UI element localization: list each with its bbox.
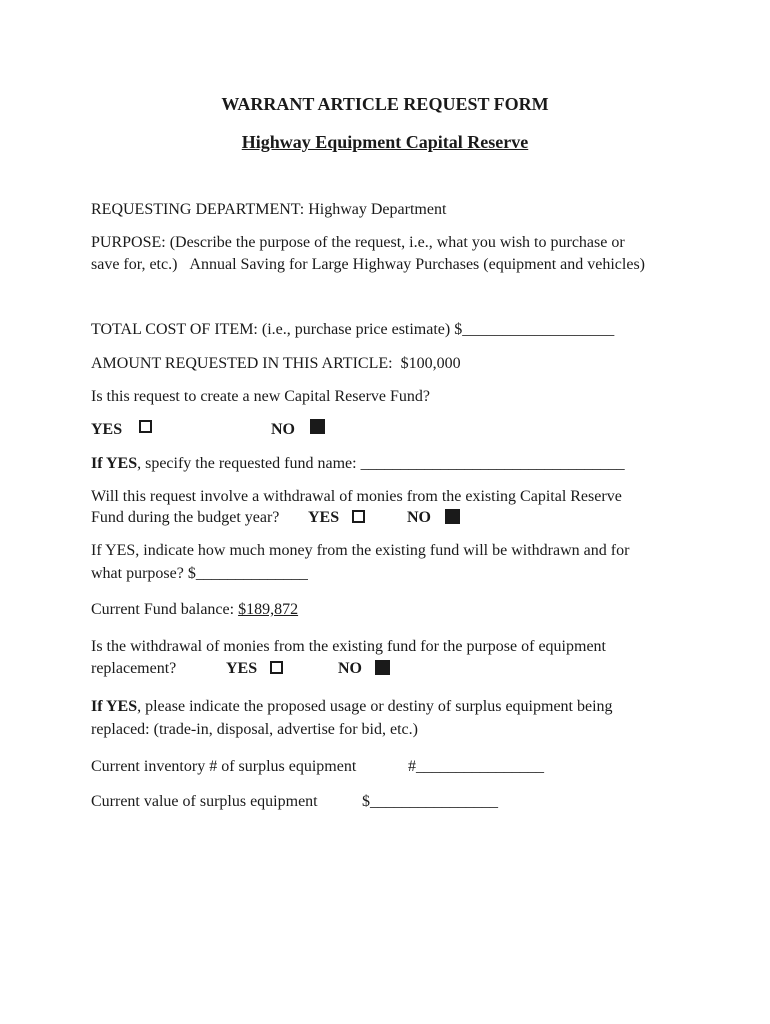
withdraw-amount-field[interactable]: ______________ bbox=[195, 565, 308, 582]
fund-name-line bbox=[91, 454, 625, 474]
withdrawal-yes-checkbox[interactable] bbox=[352, 510, 365, 523]
replacement-yes-checkbox[interactable] bbox=[270, 661, 283, 674]
replacement-line-2: replacement? bbox=[91, 660, 177, 677]
fund-name-field[interactable]: _________________________________ bbox=[360, 455, 625, 472]
amount-label: AMOUNT REQUESTED IN THIS ARTICLE: bbox=[91, 355, 393, 372]
inventory-label: Current inventory # of surplus equipment bbox=[91, 758, 357, 775]
fund-name-text: , specify the requested fund name: bbox=[137, 455, 361, 472]
replacement-line-1: Is the withdrawal of monies from the existing fund for the purpose of equipment bbox=[91, 638, 606, 655]
form-title: WARRANT ARTICLE REQUEST FORM bbox=[221, 94, 549, 114]
department-label: REQUESTING DEPARTMENT: bbox=[91, 201, 305, 218]
fund-balance-value: $189,872 bbox=[238, 601, 299, 618]
surplus-usage-if-yes: If YES bbox=[91, 698, 138, 715]
withdraw-amount-line-2 bbox=[91, 564, 308, 584]
inventory-field[interactable]: ________________ bbox=[416, 758, 544, 775]
purpose-prefix: save for, etc.) bbox=[91, 256, 178, 273]
amount-value: $100,000 bbox=[400, 355, 461, 372]
purpose-value: Annual Saving for Large Highway Purchases (equipment and vehicles) bbox=[189, 256, 645, 273]
surplus-value-field[interactable]: ________________ bbox=[370, 793, 498, 810]
withdrawal-yes-label: YES bbox=[308, 509, 340, 526]
replacement-no-checkbox[interactable] bbox=[375, 660, 390, 675]
department-line bbox=[91, 200, 446, 220]
total-cost-label: TOTAL COST OF ITEM: (i.e., purchase price estimate) $ bbox=[91, 321, 463, 338]
replacement-yes-label: YES bbox=[226, 660, 258, 677]
new-fund-no-checkbox[interactable] bbox=[310, 419, 325, 434]
withdrawal-line-1: Will this request involve a withdrawal of monies from the existing Capital Reserve bbox=[91, 488, 622, 505]
new-fund-no-label: NO bbox=[271, 421, 295, 438]
fund-balance-label: Current Fund balance: bbox=[91, 601, 239, 618]
surplus-value-label: Current value of surplus equipment bbox=[91, 793, 318, 810]
inventory-field-line bbox=[408, 757, 544, 777]
surplus-usage-text: , please indicate the proposed usage or destiny of surplus equipment being bbox=[137, 698, 613, 715]
fund-name-if-yes: If YES bbox=[91, 455, 138, 472]
surplus-usage-line-1 bbox=[91, 697, 613, 717]
withdraw-amount-label: what purpose? $ bbox=[91, 565, 196, 582]
amount-line bbox=[91, 354, 461, 374]
fund-balance-line bbox=[91, 600, 298, 620]
new-fund-yes-label: YES bbox=[91, 421, 123, 438]
purpose-line-2 bbox=[91, 255, 645, 275]
new-fund-question: Is this request to create a new Capital Reserve Fund? bbox=[91, 388, 430, 405]
department-value: Highway Department bbox=[308, 201, 447, 218]
withdrawal-no-label: NO bbox=[407, 509, 431, 526]
form-subtitle: Highway Equipment Capital Reserve bbox=[241, 132, 529, 152]
surplus-value-field-line bbox=[362, 792, 498, 812]
surplus-usage-line-2: replaced: (trade-in, disposal, advertise for bid, etc.) bbox=[91, 721, 418, 738]
replacement-no-label: NO bbox=[338, 660, 362, 677]
withdrawal-no-checkbox[interactable] bbox=[445, 509, 460, 524]
new-fund-yes-checkbox[interactable] bbox=[139, 420, 152, 433]
total-cost-field[interactable]: ___________________ bbox=[462, 321, 615, 338]
surplus-value-prefix: $ bbox=[362, 793, 370, 810]
withdraw-amount-line-1: If YES, indicate how much money from the existing fund will be withdrawn and for bbox=[91, 542, 630, 559]
purpose-line-1: PURPOSE: (Describe the purpose of the request, i.e., what you wish to purchase or bbox=[91, 234, 625, 251]
total-cost-line bbox=[91, 320, 614, 340]
withdrawal-line-2: Fund during the budget year? bbox=[91, 509, 280, 526]
inventory-prefix: # bbox=[408, 758, 416, 775]
